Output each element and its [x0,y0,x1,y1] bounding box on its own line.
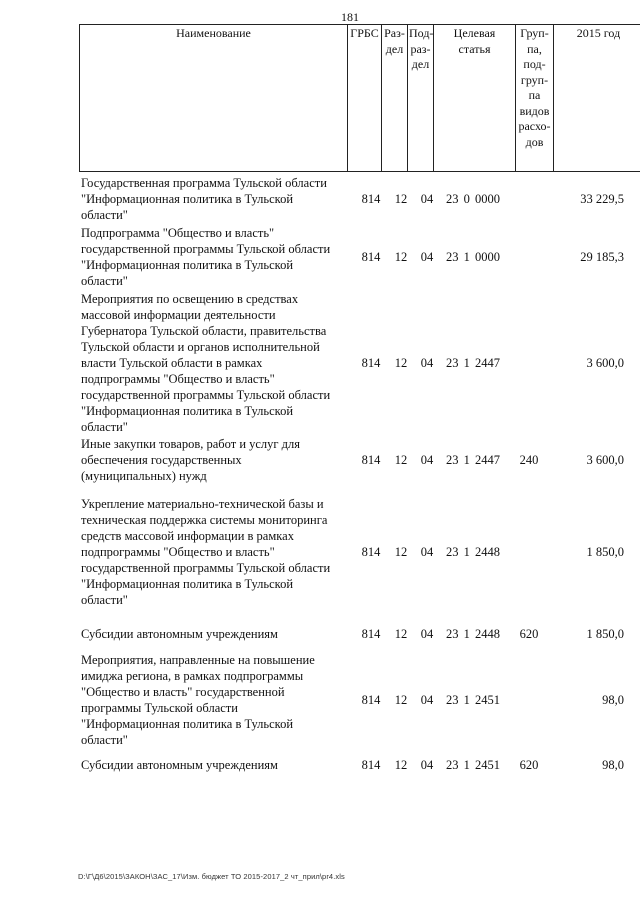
row-amount: 3 600,0 [586,356,624,370]
row-celevaya: 23 1 2448 [446,545,500,559]
row-amount: 1 850,0 [586,627,624,641]
row-celevaya: 23 1 2448 [446,627,500,641]
column-header-razdel: Раз- дел [382,25,408,172]
row-amount: 29 185,3 [580,250,624,264]
column-header-grbs: ГРБС [348,25,382,172]
row-celevaya: 23 1 2451 [446,758,500,772]
row-grbs: 814 [361,250,381,264]
column-header-year: 2015 год [554,25,640,172]
row-podrazdel: 04 [420,356,434,370]
row-razdel: 12 [394,693,408,707]
row-razdel: 12 [394,545,408,559]
row-amount: 3 600,0 [586,453,624,467]
row-celevaya: 23 1 2451 [446,693,500,707]
row-amount: 98,0 [602,758,624,772]
row-grbs: 814 [361,693,381,707]
row-amount: 98,0 [602,693,624,707]
column-header-vid: Груп- па, под- груп- па видов расхо- дов [516,25,554,172]
row-celevaya: 23 1 0000 [446,250,500,264]
row-vid: 620 [519,627,539,641]
column-header-podrazdel: Под- раз- дел [408,25,434,172]
row-name: Субсидии автономным учреждениям [81,627,278,641]
row-podrazdel: 04 [420,627,434,641]
row-razdel: 12 [394,453,408,467]
footer-file-path: D:\Г\Д6\2015\ЗАКОН\ЗАС_17\Изм. бюджет ТО 2015-2017_2 чт_прил\pr4.xls [78,872,345,881]
row-amount: 33 229,5 [580,192,624,206]
row-name: Государственная программа Тульской области "Информационная политика в Тульской области" [81,176,327,222]
row-grbs: 814 [361,545,381,559]
row-amount: 1 850,0 [586,545,624,559]
column-header-celevaya: Целевая статья [434,25,516,172]
column-header-name: Наименование [80,25,348,172]
page-number: 181 [341,10,359,24]
row-grbs: 814 [361,758,381,772]
row-podrazdel: 04 [420,693,434,707]
row-celevaya: 23 1 2447 [446,356,500,370]
row-razdel: 12 [394,627,408,641]
row-grbs: 814 [361,627,381,641]
row-celevaya: 23 1 2447 [446,453,500,467]
row-name: Подпрограмма "Общество и власть" государственной программы Тульской области "Информационная политика в Тульской области" [81,226,331,288]
row-celevaya: 23 0 0000 [446,192,500,206]
row-razdel: 12 [394,250,408,264]
row-podrazdel: 04 [420,192,434,206]
row-podrazdel: 04 [420,250,434,264]
row-podrazdel: 04 [420,545,434,559]
row-razdel: 12 [394,356,408,370]
row-razdel: 12 [394,192,408,206]
row-podrazdel: 04 [420,453,434,467]
row-name: Мероприятия, направленные на повышение имиджа региона, в рамках подпрограммы "Общество и власть" государственной программы Тульской области "Информационная политика в Тульской области" [81,653,315,747]
row-name: Мероприятия по освещению в средствах массовой информации деятельности Губернатора Тульской области, правительства Тульской области и органов исполнительной власти Тульской области в рамках подпрограммы "Общество и власть" государственной программы Тульской области "Информационная политика в Тульской области" [81,292,331,434]
row-name: Субсидии автономным учреждениям [81,758,278,772]
row-razdel: 12 [394,758,408,772]
row-name: Укрепление материально-технической базы и техническая поддержка системы мониторинга средств массовой информации в рамках подпрограммы "Общество и власть" государственной программы Тульской области "Информационная политика в Тульской области" [81,497,331,607]
row-grbs: 814 [361,192,381,206]
row-grbs: 814 [361,356,381,370]
row-vid: 620 [519,758,539,772]
row-name: Иные закупки товаров, работ и услуг для обеспечения государственных (муниципальных) нужд [81,437,301,483]
table-header [79,24,640,172]
row-grbs: 814 [361,453,381,467]
row-podrazdel: 04 [420,758,434,772]
row-vid: 240 [519,453,539,467]
